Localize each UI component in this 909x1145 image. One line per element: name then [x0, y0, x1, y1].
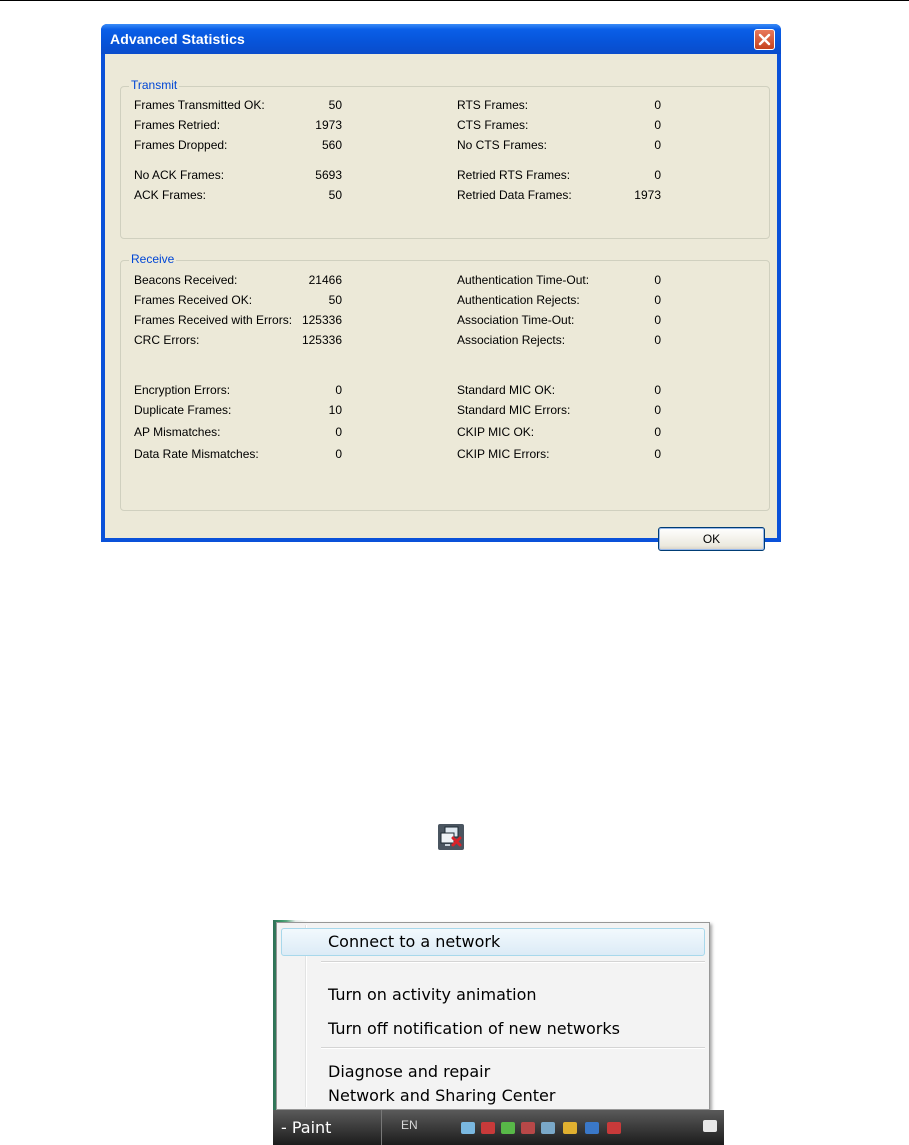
language-indicator[interactable]: EN — [401, 1118, 418, 1132]
menu-separator — [321, 1047, 705, 1049]
receive-left-label: Frames Received OK: — [134, 293, 253, 307]
receive-left-label: Duplicate Frames: — [134, 403, 232, 417]
transmit-right-value: 0 — [654, 168, 661, 182]
receive-right-value: 0 — [654, 403, 661, 417]
dialog-title-bar[interactable] — [101, 24, 781, 54]
receive-left-label: Beacons Received: — [134, 273, 238, 287]
receive-right-value: 0 — [654, 273, 661, 287]
receive-left-value: 10 — [328, 403, 342, 417]
transmit-group — [120, 78, 770, 239]
tray-icon-7[interactable] — [585, 1122, 599, 1134]
menu-item-activity-animation[interactable]: Turn on activity animation — [328, 985, 537, 1004]
receive-left-label: Encryption Errors: — [134, 383, 231, 397]
tray-icon-8[interactable] — [607, 1122, 621, 1134]
advanced-statistics-dialog — [101, 24, 781, 546]
transmit-left-label: Frames Retried: — [134, 118, 221, 132]
receive-left-value: 21466 — [308, 273, 342, 287]
receive-left-value: 0 — [335, 425, 342, 439]
transmit-left-label: Frames Transmitted OK: — [134, 98, 265, 112]
transmit-right-label: Retried Data Frames: — [457, 188, 572, 202]
receive-right-label: Association Rejects: — [457, 333, 566, 347]
menu-item-notification-new-networks[interactable]: Turn off notification of new networks — [328, 1019, 620, 1038]
transmit-left-value: 1973 — [315, 118, 342, 132]
receive-left-label: Data Rate Mismatches: — [134, 447, 259, 461]
transmit-legend: Transmit — [131, 78, 178, 92]
receive-left-label: AP Mismatches: — [134, 425, 221, 439]
transmit-right-label: No CTS Frames: — [457, 138, 548, 152]
receive-group — [120, 252, 770, 511]
page-top-rule — [0, 0, 909, 1]
receive-right-value: 0 — [654, 383, 661, 397]
menu-item-diagnose-repair[interactable]: Diagnose and repair — [328, 1062, 491, 1081]
transmit-left-value: 560 — [321, 138, 342, 152]
network-tray-icon[interactable] — [438, 824, 464, 850]
receive-left-value: 0 — [335, 447, 342, 461]
receive-right-label: Standard MIC Errors: — [457, 403, 571, 417]
ok-button[interactable]: OK — [658, 527, 765, 551]
network-context-menu — [276, 922, 710, 1110]
menu-item-connect-to-network[interactable]: Connect to a network — [281, 928, 705, 956]
tray-icon-1[interactable] — [461, 1122, 475, 1134]
menu-separator — [321, 961, 705, 963]
transmit-left-label: No ACK Frames: — [134, 168, 225, 182]
transmit-right-value: 0 — [654, 138, 661, 152]
taskbar — [273, 1110, 724, 1145]
transmit-right-value: 1973 — [634, 188, 661, 202]
receive-legend: Receive — [131, 252, 175, 266]
transmit-right-label: CTS Frames: — [457, 118, 529, 132]
receive-right-label: CKIP MIC OK: — [457, 425, 535, 439]
receive-right-label: Authentication Rejects: — [457, 293, 580, 307]
tray-icon-5[interactable] — [541, 1122, 555, 1134]
transmit-left-value: 50 — [328, 188, 342, 202]
receive-right-label: CKIP MIC Errors: — [457, 447, 550, 461]
receive-left-value: 125336 — [301, 333, 342, 347]
transmit-right-value: 0 — [654, 98, 661, 112]
taskbar-app-button[interactable]: - Paint — [281, 1118, 332, 1137]
receive-right-value: 0 — [654, 447, 661, 461]
close-icon — [758, 33, 771, 46]
taskbar-divider — [381, 1110, 382, 1145]
receive-left-value: 0 — [335, 383, 342, 397]
receive-left-label: Frames Received with Errors: — [134, 313, 293, 327]
network-taskbar-icon[interactable] — [703, 1120, 717, 1132]
transmit-left-label: ACK Frames: — [134, 188, 207, 202]
receive-right-value: 0 — [654, 293, 661, 307]
receive-left-value: 50 — [328, 293, 342, 307]
transmit-left-label: Frames Dropped: — [134, 138, 228, 152]
receive-left-value: 125336 — [301, 313, 342, 327]
transmit-right-label: RTS Frames: — [457, 98, 529, 112]
dialog-title: Advanced Statistics — [110, 31, 245, 47]
tray-icon-3[interactable] — [501, 1122, 515, 1134]
receive-right-value: 0 — [654, 425, 661, 439]
transmit-left-value: 5693 — [315, 168, 342, 182]
receive-right-value: 0 — [654, 313, 661, 327]
tray-icon-6[interactable] — [563, 1122, 577, 1134]
menu-item-network-sharing-center[interactable]: Network and Sharing Center — [328, 1086, 556, 1105]
dialog-client-area — [105, 54, 777, 546]
receive-right-value: 0 — [654, 333, 661, 347]
receive-right-label: Association Time-Out: — [457, 313, 575, 327]
receive-right-label: Authentication Time-Out: — [457, 273, 590, 287]
receive-left-label: CRC Errors: — [134, 333, 200, 347]
transmit-right-label: Retried RTS Frames: — [457, 168, 571, 182]
tray-icon-4[interactable] — [521, 1122, 535, 1134]
transmit-right-value: 0 — [654, 118, 661, 132]
receive-right-label: Standard MIC OK: — [457, 383, 556, 397]
close-button[interactable] — [754, 29, 775, 50]
transmit-left-value: 50 — [328, 98, 342, 112]
tray-icon-2[interactable] — [481, 1122, 495, 1134]
